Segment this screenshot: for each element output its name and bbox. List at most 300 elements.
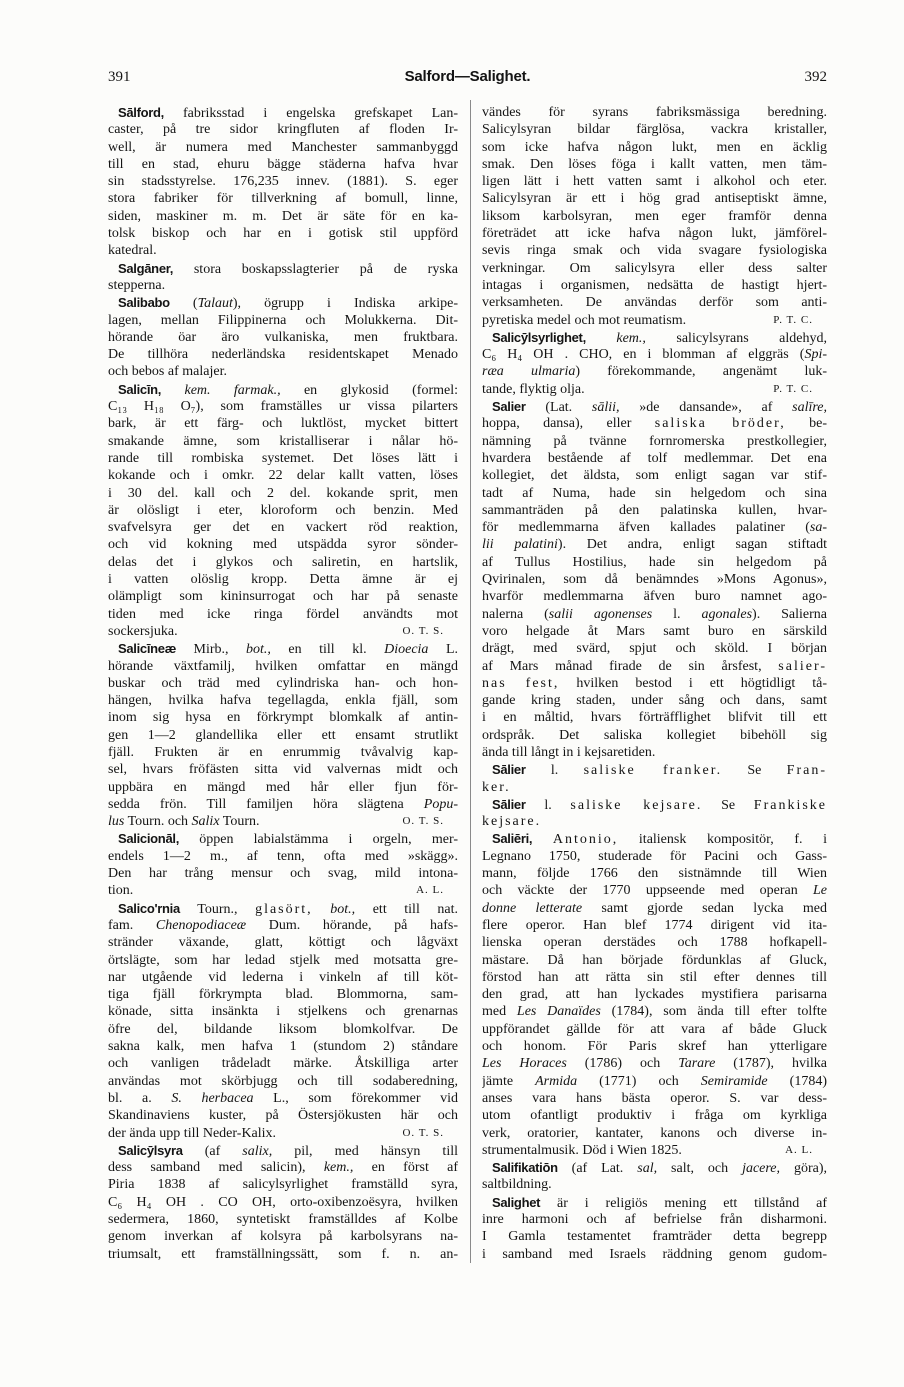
text-line: [108, 1211, 458, 1228]
headword: Saliēri,: [492, 831, 533, 847]
text-line: [482, 277, 827, 294]
spaced-text: Frankiske: [753, 797, 827, 813]
text-line: [108, 934, 458, 951]
body-text: fabriksstad i engelska grefskapet Lan-: [164, 106, 458, 121]
text-line: [108, 606, 458, 623]
author-signature: A. L.: [785, 1143, 813, 1156]
spaced-text: saliska bröder,: [654, 416, 786, 432]
italic-text: lus: [108, 814, 125, 830]
body-text: gande kring staden, under sång och dans, samt: [482, 693, 827, 709]
text-line: [482, 1194, 827, 1211]
italic-text: Talaut: [197, 296, 233, 312]
body-text: Qvirinalen, som då benämndes »Mons Agonus»,: [482, 572, 827, 588]
article-entry: [482, 1159, 827, 1194]
body-text: ligen lätt i hett vatten samt i alkohol och eter.: [482, 174, 827, 190]
spaced-text: nas fest,: [482, 675, 560, 691]
text-line: [108, 294, 458, 311]
text-line: [108, 986, 458, 1003]
body-text: som icke hafva någon lukt, men en äcklig: [482, 139, 827, 155]
text-line: [108, 1107, 458, 1124]
headword: Salier: [492, 399, 526, 415]
text-line: [108, 225, 458, 242]
text-line: [108, 709, 458, 726]
body-text: (1784), som ända till efter tolfte: [600, 1004, 827, 1020]
text-line: [482, 312, 827, 329]
body-text: Skandinaviens kuster, på Östersjökusten här och: [108, 1108, 458, 1124]
text-line: [482, 519, 827, 536]
body-text: lienska operan derstädes och 1788 hofkapell-: [482, 935, 827, 951]
body-text: den grad, att han lyckades mystifiera parisarna: [482, 987, 827, 1003]
body-text: företrädet att icke hafva någon lukt, jämförel-: [482, 226, 827, 242]
text-line: [482, 1125, 827, 1142]
body-text: tande, flyktig olja.: [482, 381, 585, 397]
body-text: mästare. Då han började fördunklas af Gluck,: [482, 952, 827, 968]
text-line: [482, 121, 827, 138]
body-text: »de dansande», af: [619, 400, 793, 416]
body-text: i en måltid, hvars förträfflighet blifvit till ett: [482, 710, 827, 726]
text-line: [482, 588, 827, 605]
text-line: [108, 969, 458, 986]
text-line: [482, 1038, 827, 1055]
body-text: katedral.: [108, 243, 157, 259]
italic-text: Chenopodiaceæ: [155, 917, 247, 933]
body-text: utom ofantligt produktiv i fråga om kyrkliga: [482, 1108, 827, 1124]
body-text: en till kl.: [270, 642, 385, 658]
body-text: verksamheten. De användas derför som anti-: [482, 295, 827, 311]
page-number-right: 392: [804, 69, 827, 85]
text-line: [108, 848, 458, 865]
headword: Salicionāl,: [118, 831, 180, 847]
body-text: tion.: [108, 883, 134, 899]
text-line: [482, 986, 827, 1003]
text-line: [108, 536, 458, 553]
body-text: uppbära en mängd med hår eller fjun för-: [108, 779, 458, 795]
body-text: och vid kokning med utspädda syror sönder-: [108, 537, 458, 553]
text-line: [108, 744, 458, 761]
author-signature: O. T. S.: [402, 1126, 444, 1139]
body-text: stepperna.: [108, 277, 166, 293]
text-line: [108, 675, 458, 692]
text-line: [108, 640, 458, 657]
text-line: [108, 571, 458, 588]
text-line: [482, 1107, 827, 1124]
text-line: [482, 1246, 827, 1263]
article-entry: [108, 640, 458, 830]
text-line: [482, 1228, 827, 1245]
body-text: sockersjuka.: [108, 623, 178, 639]
italic-text: kem. farmak.,: [184, 382, 281, 398]
text-line: [482, 1073, 827, 1090]
text-line: [108, 381, 458, 398]
article-entry: [482, 830, 827, 1159]
body-text: är i religiös mening ett tillstånd af: [540, 1195, 827, 1211]
text-line: [482, 433, 827, 450]
text-line: [482, 1211, 827, 1228]
body-text: stora boskapsslagterier på de ryska: [173, 261, 458, 277]
headword: Salgāner,: [118, 260, 174, 276]
body-text: nämning på tvänne fornromerska prestkollegier,: [482, 433, 827, 449]
text-line: [482, 917, 827, 934]
body-text: I Gamla testamentet framträder detta begrepp: [482, 1229, 827, 1245]
body-text: öfre del, bildande liksom blomkolfvar. De: [108, 1021, 458, 1037]
body-text: ). Salierna: [752, 606, 827, 622]
text-line: [482, 571, 827, 588]
text-line: [108, 692, 458, 709]
body-text: voro helgade åt Mars samt buro en särskild: [482, 623, 827, 639]
body-text: Legnano 1750, studerade för Pacini och Gass-: [482, 848, 827, 864]
body-text: saltbildning.: [482, 1177, 552, 1193]
text-line: [108, 830, 458, 847]
italic-text: bot.,: [246, 642, 271, 658]
body-text: och bebos af malajer.: [108, 364, 227, 380]
text-line: [108, 139, 458, 156]
body-text: delas det i glykos och saliretin, en hartslik,: [108, 554, 458, 570]
spaced-text: saliske franker.: [583, 763, 723, 779]
italic-text: Semiramide: [700, 1073, 768, 1089]
body-text: Tourn.: [219, 814, 260, 830]
body-text: könade, sitta insänkta i stjelkens och grenarnas: [108, 1004, 458, 1020]
body-text: pil, med hänsyn till: [272, 1143, 458, 1159]
body-text: (1786) och: [566, 1056, 679, 1072]
column-divider: [470, 100, 471, 1263]
text-line: [482, 1021, 827, 1038]
text-line: [482, 450, 827, 467]
text-line: [108, 329, 458, 346]
text-line: [482, 1055, 827, 1072]
text-line: [482, 709, 827, 726]
text-line: [108, 917, 458, 934]
italic-text: Tarare: [678, 1056, 716, 1072]
text-line: [482, 104, 827, 121]
text-line: [482, 260, 827, 277]
text-line: [108, 277, 458, 294]
body-text: nalerna (: [482, 606, 549, 622]
body-text: för medlemmarna äfven kallades palatiner (: [482, 520, 810, 536]
spaced-text: Fran-: [786, 763, 827, 779]
body-text: nar utgående vid lederna i vinkeln af till köt-: [108, 969, 458, 985]
text-line: [108, 865, 458, 882]
text-line: [108, 312, 458, 329]
author-signature: A. L.: [416, 884, 444, 897]
italic-text: salix,: [242, 1143, 273, 1159]
text-line: [482, 934, 827, 951]
body-text: Salicylsyran bildar färglösa, vackra kristaller,: [482, 122, 827, 138]
text-line: [482, 1142, 827, 1159]
text-line: [482, 536, 827, 553]
body-text: vändes för syrans fabriksmässiga beredning.: [482, 105, 827, 120]
body-text: Salicylsyran är ett i hög grad antiseptiskt ämne,: [482, 191, 827, 207]
body-text: der ända upp till Neder-Kalix.: [108, 1125, 277, 1141]
body-text: hoppa, dansa), eller: [482, 416, 655, 432]
italic-text: salīre,: [792, 400, 827, 416]
text-line: [108, 1003, 458, 1020]
body-text: med: [482, 1004, 517, 1020]
body-text: (af Lat.: [557, 1161, 638, 1177]
text-line: [482, 848, 827, 865]
body-text: sin stadsstyrelse. 176,235 innev. (1881). S. eger: [108, 174, 458, 190]
text-line: [108, 796, 458, 813]
body-text: gen 1—2 glandellika eller ett ensamt strutlikt: [108, 727, 458, 743]
text-line: [108, 1194, 458, 1211]
body-text: tiden med icke ringa fördel användts mot: [108, 606, 458, 622]
body-text: hörande växtfamilj, hvilken omfattar en mängd: [108, 658, 458, 674]
body-text: anses vara hans bästa operor. S. var dess-: [482, 1090, 827, 1106]
body-text: Tourn. och: [124, 814, 192, 830]
spaced-text: saliske kejsare.: [570, 797, 703, 813]
body-text: stora fabriker för tillverkning af bomull, linne,: [108, 191, 458, 207]
body-text: sel, hvars fröfästen sitta vid valvernas midt och: [108, 762, 458, 778]
headword: Salifikatiōn: [492, 1160, 558, 1176]
text-line: [108, 502, 458, 519]
body-text: hvarför medlemmarna äfven buro namnet ago-: [482, 589, 827, 605]
headword: Sālford,: [118, 105, 164, 120]
body-text: är olösligt i eter, kloroform och benzin. Med: [108, 502, 458, 518]
body-text: [161, 383, 184, 398]
text-line: [482, 485, 827, 502]
body-text: liksom karbolsyran, men eger framför denna: [482, 208, 827, 224]
body-text: ) förekommande, angenämt luk-: [575, 364, 827, 380]
body-text: och vanligen trådeladt märke. Åtskilliga arter: [108, 1056, 458, 1072]
body-text: och honom. För Paris skref han ytterligare: [482, 1039, 827, 1055]
text-line: [108, 727, 458, 744]
body-text: tolsk biskop och har en i gotisk stil uppförd: [108, 226, 458, 242]
italic-text: ræa ulmaria: [482, 364, 576, 380]
article-entry: [482, 796, 827, 831]
italic-text: sālii,: [591, 400, 620, 416]
body-text: C₆ H₄ OH . CO OH, orto-oxibenzoësyra, hvilken: [108, 1194, 458, 1210]
body-text: fjäll. Frukten är en enrummig tvåvalvig kap-: [108, 744, 458, 760]
body-text: i vatten olöslig kropp. Detta ämne är ej: [108, 572, 458, 588]
body-text: olämpligt som kininsurrogat och har på senaste: [108, 589, 458, 605]
article-continuation: [482, 104, 827, 329]
body-text: till en stad, ehuru bägge städerna hafva hvar: [108, 156, 458, 172]
body-text: hängen, hvilka hafva tegellagda, enkla fjäll, som: [108, 693, 458, 709]
article-entry: [108, 294, 458, 380]
author-signature: O. T. S.: [402, 624, 444, 637]
text-line: [108, 1159, 458, 1176]
text-line: [108, 208, 458, 225]
body-text: (Lat.: [525, 400, 592, 416]
body-text: en först af: [353, 1160, 458, 1176]
body-text: svafvelsyra ger det en vackert röd reaktion,: [108, 520, 458, 536]
body-text: bl. a.: [108, 1090, 172, 1106]
body-text: siden, maskiner m. m. Det är säte för en ka-: [108, 208, 458, 224]
text-line: [482, 882, 827, 899]
headword: Sālier: [492, 796, 526, 812]
body-text: smakande ämne, som kristalliserar i nålar hö-: [108, 433, 458, 449]
italic-text: donne letterate: [482, 900, 583, 916]
text-line: [108, 952, 458, 969]
body-text: tadt af Numa, hade sin helgedom och sina: [482, 485, 827, 501]
body-text: (1787), hvilka: [715, 1056, 827, 1072]
text-line: [482, 156, 827, 173]
body-text: dess samband med salicin),: [108, 1160, 324, 1176]
text-line: [482, 865, 827, 882]
article-entry: [108, 260, 458, 295]
text-line: [482, 796, 827, 813]
body-text: strumentalmusik. Död i Wien 1825.: [482, 1142, 682, 1158]
text-line: [108, 398, 458, 415]
body-text: hörande öar äro vulkaniska, men fruktbara.: [108, 329, 458, 345]
body-text: hvilken bestod i ett högtidligt tå-: [559, 675, 827, 691]
body-text: verk, oratorier, kantater, kanons och diverse in-: [482, 1125, 827, 1141]
text-line: [108, 1073, 458, 1090]
body-text: bark, är ett färg- och luktlöst, mycket bittert: [108, 416, 458, 432]
body-text: well, är numera med Manchester sammanbyggd: [108, 139, 458, 155]
author-signature: O. T. S.: [402, 815, 444, 828]
italic-text: S. herbacea: [171, 1090, 254, 1106]
body-text: uppförandet gällde för att vara af både Gluck: [482, 1021, 827, 1037]
text-line: [482, 139, 827, 156]
body-text: l.: [525, 763, 584, 779]
body-text: i samband med Israels räddning genom gudom-: [482, 1246, 827, 1262]
text-line: [482, 830, 827, 847]
article-entry: [482, 761, 827, 796]
text-line: [482, 554, 827, 571]
italic-text: agonales: [701, 606, 753, 622]
body-text: öppen labialstämma i orgeln, mer-: [179, 832, 458, 848]
article-entry: [108, 104, 458, 260]
text-line: [482, 606, 827, 623]
text-line: [108, 363, 458, 380]
body-text: en glykosid (formel:: [280, 382, 458, 398]
italic-text: Le: [813, 883, 827, 899]
spaced-text: glasört,: [255, 901, 313, 917]
italic-text: Les Horaces: [482, 1056, 567, 1072]
text-line: [482, 675, 827, 692]
body-text: [532, 832, 553, 847]
text-line: [482, 727, 827, 744]
body-text: kollegiet, det äldsta, som enligt sagan var stif-: [482, 468, 827, 484]
running-head: [108, 68, 827, 86]
body-text: tiga fjäll förkrympta blad. Blommorna, sam-: [108, 987, 458, 1003]
italic-text: salii agonenses: [548, 606, 653, 622]
text-line: [482, 640, 827, 657]
headword: Salicīneæ: [118, 641, 176, 657]
body-text: ordspråk. Det saliska kollegiet bibehöll sig: [482, 727, 827, 743]
text-line: [482, 1159, 827, 1176]
text-line: [108, 1142, 458, 1159]
body-text: och väckte der 1770 uppseende med operan: [482, 883, 813, 899]
body-text: flere operor. Han blef 1774 dirigent vid ita-: [482, 917, 827, 933]
body-text: smak. Den löses föga i kallt vatten, men täm-: [482, 156, 827, 172]
text-line: [108, 900, 458, 917]
body-text: lagen, mellan Filippinerna och Molukkerna. Dit-: [108, 312, 458, 328]
body-text: sedda frön. Till familjen höra slägtena: [108, 796, 424, 812]
text-line: [108, 1055, 458, 1072]
text-line: [482, 415, 827, 432]
body-text: caster, på tre sidor kringfluten af floden Ir-: [108, 122, 458, 138]
text-line: [482, 952, 827, 969]
article-entry: [108, 900, 458, 1142]
italic-text: lii palatini: [482, 537, 558, 553]
body-text: salt, och: [657, 1161, 743, 1177]
body-text: rande till rombiska systemet. Det löses lätt i: [108, 450, 458, 466]
body-text: ett till nat.: [355, 901, 458, 917]
body-text: De tillhöra nederländska residentskapet Menado: [108, 347, 458, 363]
headword: Salicīn,: [118, 381, 162, 397]
text-line: [108, 260, 458, 277]
right-column: [482, 104, 827, 1263]
headword: Salico'rnia: [118, 900, 180, 916]
body-text: l.: [652, 606, 702, 622]
text-line: [108, 1090, 458, 1107]
text-line: [482, 381, 827, 398]
author-signature: P. T. C.: [773, 382, 813, 395]
article-entry: [482, 398, 827, 761]
headword: Salibabo: [118, 295, 170, 311]
text-line: [482, 1176, 827, 1193]
italic-text: Spi-: [804, 347, 827, 363]
text-line: [108, 1021, 458, 1038]
italic-text: sal,: [637, 1161, 658, 1177]
italic-text: Popu-: [423, 796, 458, 812]
body-text: (1771) och: [577, 1073, 701, 1089]
body-text: sedermera, 1860, syntetiskt framställdes af Kolbe: [108, 1212, 458, 1227]
text-line: [482, 1090, 827, 1107]
text-line: [482, 329, 827, 346]
text-line: [482, 692, 827, 709]
text-line: [108, 779, 458, 796]
body-text: Se: [702, 797, 754, 813]
running-title: Salford—Salighet.: [404, 68, 531, 85]
text-line: [108, 554, 458, 571]
body-text: buskar och träd med cylindriska han- och hon-: [108, 675, 458, 691]
body-text: inre harmoni och af befrielse från disharmoni.: [482, 1212, 827, 1227]
body-text: jämte: [482, 1073, 536, 1089]
article-entry: [108, 830, 458, 899]
body-text: stränder växande, glatt, köttigt och lågväxt: [108, 935, 458, 951]
italic-text: Dioecia: [384, 642, 429, 658]
body-text: L.: [428, 642, 458, 658]
body-text: drägt, med svärd, spjut och sköld. I början: [482, 641, 827, 657]
body-text: [313, 902, 331, 917]
italic-text: Les Danaïdes: [516, 1004, 601, 1020]
italic-text: Armida: [535, 1073, 578, 1089]
body-text: Se: [722, 763, 787, 779]
text-line: [108, 813, 458, 830]
body-text: samt gjorde sedan lycka med: [582, 900, 827, 916]
text-line: [108, 623, 458, 640]
text-line: [482, 779, 827, 796]
body-text: C₆ H₄ OH . CHO, en i blomman af elggräs (: [482, 347, 805, 363]
text-line: [482, 363, 827, 380]
body-text: göra),: [780, 1161, 827, 1177]
body-text: sakna kalk, men hafva 1 (stundom 2) ståndare: [108, 1039, 458, 1055]
body-text: l.: [525, 797, 571, 813]
italic-text: bot.,: [330, 901, 356, 917]
text-line: [108, 450, 458, 467]
text-line: [482, 502, 827, 519]
body-text: (af: [182, 1143, 243, 1159]
text-line: [108, 415, 458, 432]
headword: Salicȳlsyrlighet,: [492, 329, 586, 345]
italic-text: kem.,: [616, 330, 646, 346]
body-text: af Mars månad firade de sin årsfest,: [482, 658, 779, 674]
body-text: Piria 1838 af salicylsyrlighet framställd syra,: [108, 1177, 458, 1193]
article-entry: [108, 381, 458, 640]
body-text: Den har trång mensur och svag, mild intona-: [108, 866, 458, 882]
text-line: [482, 969, 827, 986]
text-line: [108, 467, 458, 484]
body-text: i 30 del. kall och 2 del. kokande sprit, men: [108, 485, 458, 501]
left-column: [108, 104, 458, 1263]
body-text: pyretiska medel och mot reumatism.: [482, 312, 687, 328]
text-line: [108, 346, 458, 363]
text-line: [482, 623, 827, 640]
text-line: [108, 519, 458, 536]
text-line: [108, 1125, 458, 1142]
